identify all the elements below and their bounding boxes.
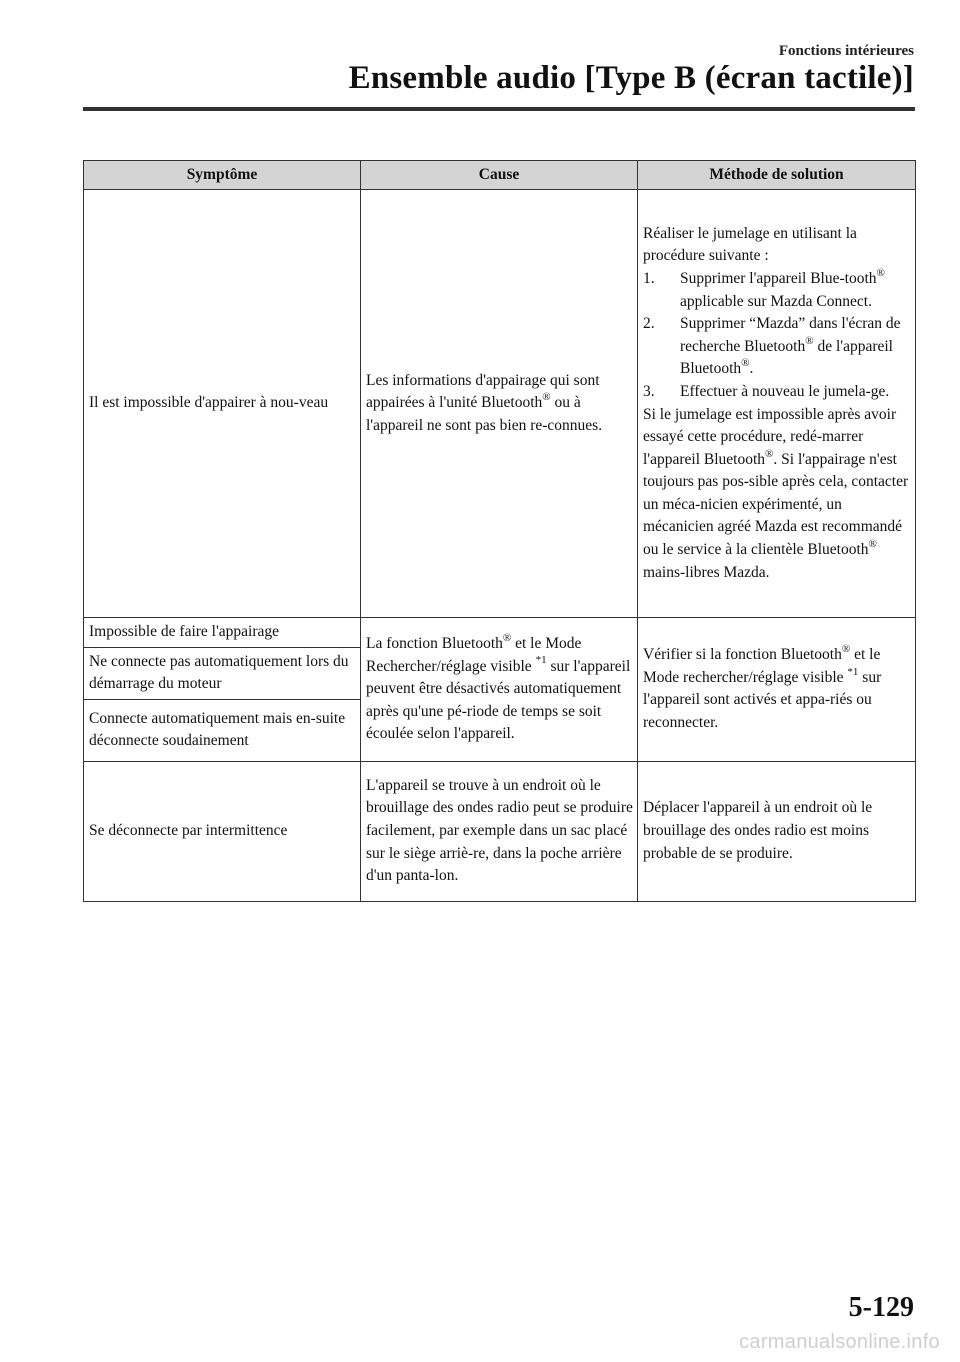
step-text	[680, 313, 911, 381]
solution-text: . Si l'appairage n'est toujours pas pos-sible après cela, contacter un méca-nicien expérimenté, un mécanicien agréé Mazda est recommandé ou le service à la clientèle Bluetooth	[643, 450, 909, 559]
cause-text: L'appareil se trouve à un endroit où le brouillage des ondes radio peut se produire facilement, par exemple dans un sac placé sur le siège arriè-re, dans la poche arrière d'un panta-lon.	[366, 776, 633, 885]
solution-text: Si le jumelage est impossible après avoir essayé cette procédure, redé-marrer l'appareil Bluetooth	[643, 405, 897, 468]
solution-cell	[638, 618, 916, 762]
troubleshooting-table	[83, 160, 916, 902]
solution-step	[643, 268, 911, 313]
header-symptom: Symptôme	[84, 161, 361, 190]
table-header-row	[84, 161, 916, 190]
step-text-part: .	[749, 360, 754, 378]
cause-text: ou à l'appareil ne sont pas bien re-connues.	[366, 394, 603, 434]
step-text-part: applicable sur Mazda Connect.	[680, 292, 872, 310]
step-text	[680, 268, 911, 313]
registered-mark: ®	[841, 643, 851, 656]
cause-cell	[361, 618, 638, 762]
solution-step	[643, 381, 911, 404]
cause-text: Les informations d'appairage qui sont appairées à l'unité Bluetooth	[366, 371, 600, 412]
header-cause: Cause	[361, 161, 638, 190]
step-number: 3.	[643, 382, 655, 400]
cause-text: et le Mode Rechercher/réglage visible	[366, 634, 582, 675]
solution-step	[643, 313, 911, 381]
solution-text: Vérifier si la fonction Bluetooth	[643, 646, 842, 664]
symptom-text: Ne connecte pas automatiquement lors du démarrage du moteur	[89, 652, 349, 693]
chapter-title: Ensemble audio [Type B (écran tactile)]	[348, 60, 914, 96]
symptom-cell	[84, 190, 361, 618]
cause-cell	[361, 190, 638, 618]
symptom-cell	[84, 699, 361, 761]
step-number: 2.	[643, 315, 655, 333]
footnote-ref: *1	[535, 654, 547, 667]
symptom-text: Impossible de faire l'appairage	[89, 623, 280, 640]
registered-mark: ®	[805, 334, 814, 347]
watermark: carmanualsonline.info	[739, 1331, 940, 1353]
registered-mark: ®	[868, 537, 877, 550]
solution-cell	[638, 761, 916, 901]
symptom-cell	[84, 647, 361, 699]
registered-mark: ®	[542, 391, 551, 404]
page-number: 5-129	[848, 1292, 914, 1323]
solution-steps	[643, 268, 911, 404]
table-row	[84, 761, 916, 901]
table-row	[84, 190, 916, 618]
step-text-part: de l'appareil Bluetooth	[680, 337, 893, 378]
section-label: Fonctions intérieures	[778, 43, 914, 59]
symptom-cell	[84, 761, 361, 901]
step-text	[680, 381, 911, 404]
step-number: 1.	[643, 269, 655, 287]
step-text-part: Supprimer l'appareil Blue-tooth	[680, 269, 877, 287]
solution-text: et le Mode rechercher/réglage visible	[643, 646, 881, 686]
registered-mark: ®	[502, 631, 512, 644]
table-row	[84, 618, 916, 648]
solution-text: Déplacer l'appareil à un endroit où le brouillage des ondes radio est moins probable de se produire.	[643, 799, 873, 862]
header-rule	[83, 107, 915, 111]
header-solution: Méthode de solution	[638, 161, 916, 190]
symptom-text: Connecte automatiquement mais en-suite déconnecte soudainement	[89, 709, 346, 750]
registered-mark: ®	[876, 266, 885, 279]
page-header	[0, 0, 960, 120]
registered-mark: ®	[765, 447, 774, 460]
solution-cell	[638, 190, 916, 618]
cause-cell	[361, 761, 638, 901]
cause-text: La fonction Bluetooth	[366, 634, 503, 652]
symptom-cell	[84, 618, 361, 648]
footnote-ref: *1	[847, 665, 859, 678]
step-text-part: Supprimer “Mazda” dans l'écran de recherche Bluetooth	[680, 315, 901, 355]
solution-intro: Réaliser le jumelage en utilisant la procédure suivante :	[643, 224, 857, 265]
step-text-part: Effectuer à nouveau le jumela-ge.	[680, 382, 890, 400]
registered-mark: ®	[741, 357, 750, 370]
solution-after	[643, 404, 911, 585]
solution-text: mains-libres Mazda.	[643, 563, 770, 581]
cause-text: sur l'appareil peuvent être désactivés automatiquement après qu'une pé-riode de temps se soit écoulée selon l'appareil.	[366, 657, 631, 743]
solution-text: sur l'appareil sont activés et appa-riés ou reconnecter.	[643, 668, 882, 731]
symptom-text: Se déconnecte par intermittence	[89, 821, 288, 839]
symptom-text: Il est impossible d'appairer à nou-veau	[89, 394, 329, 412]
